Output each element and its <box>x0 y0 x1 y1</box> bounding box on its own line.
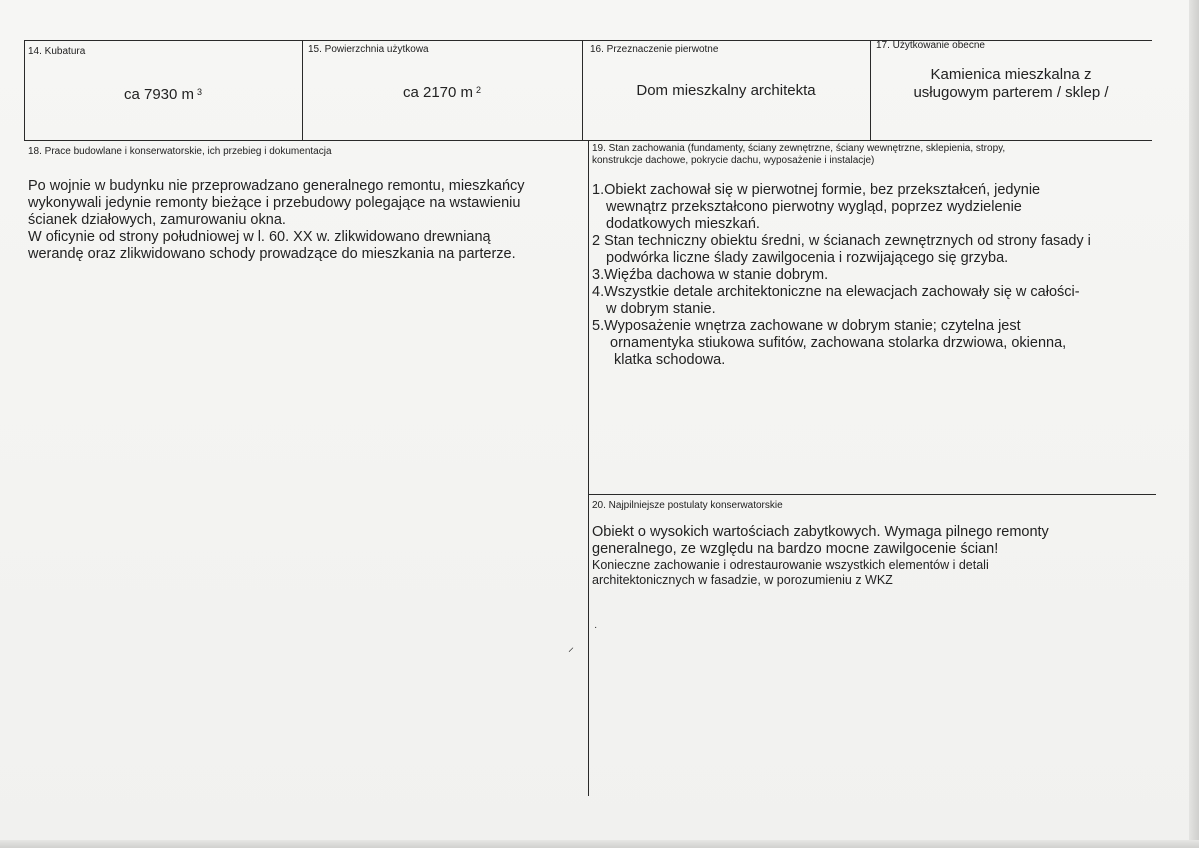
field-18-line: ścianek działowych, zamurowaniu okna. <box>28 212 286 228</box>
dot-mark: · <box>594 622 598 633</box>
field-18-line: wykonywali jedynie remonty bieżące i przebudowy polegające na wstawieniu <box>28 195 521 211</box>
condition-item <box>592 318 1152 369</box>
scan-edge-bottom <box>0 840 1199 848</box>
field-15-label: 15. Powierzchnia użytkowa <box>308 44 429 55</box>
field-17-value <box>870 66 1152 102</box>
scan-edge-right <box>1189 0 1199 848</box>
field-18-line: werandę oraz zlikwidowano schody prowadzące do mieszkania na parterze. <box>28 246 516 262</box>
field-20-line: Konieczne zachowanie i odrestaurowanie wszystkich elementów i detali <box>592 558 989 572</box>
condition-item-first: 4.Wszystkie detale architektoniczne na elewacjach zachowały się w całości- <box>592 284 1080 300</box>
field-20-line: generalnego, ze względu na bardzo mocne zawilgocenie ścian! <box>592 541 999 557</box>
field-18-label: 18. Prace budowlane i konserwatorskie, ich przebieg i dokumentacja <box>28 146 332 157</box>
condition-item-first: 1.Obiekt zachował się w pierwotnej formie, bez przekształceń, jedynie <box>592 182 1041 198</box>
field-19-label-line1: 19. Stan zachowania (fundamenty, ściany zewnętrzne, ściany wewnętrzne, sklepienia, stropy, <box>592 143 1006 154</box>
condition-item-cont: w dobrym stanie. <box>606 301 716 317</box>
condition-item <box>592 284 1152 318</box>
field-19-list <box>592 182 1152 369</box>
field-20-text <box>592 524 1152 588</box>
field-20-line: Obiekt o wysokich wartościach zabytkowych. Wymaga pilnego remonty <box>592 524 1049 540</box>
condition-item-cont: podwórka liczne ślady zawilgocenia i rozwijającego się grzyba. <box>606 250 1009 266</box>
condition-item-first: 3.Więźba dachowa w stanie dobrym. <box>592 267 829 283</box>
field-17-value-line2: usługowym parterem / sklep / <box>913 84 1109 101</box>
field-18-text <box>28 178 580 263</box>
condition-item-first: 2 Stan techniczny obiektu średni, w ścianach zewnętrznych od strony fasady i <box>592 233 1091 249</box>
field-17-label: 17. Użytkowanie obecne <box>876 40 985 51</box>
field-20-label: 20. Najpilniejsze postulaty konserwatorskie <box>592 500 783 511</box>
field-16-label: 16. Przeznaczenie pierwotne <box>590 44 719 55</box>
condition-item <box>592 267 1152 284</box>
condition-item-cont: klatka schodowa. <box>614 352 726 368</box>
field-18-line: W oficynie od strony południowej w l. 60. XX w. zlikwidowano drewnianą <box>28 229 491 245</box>
field-17-value-line1: Kamienica mieszkalna z <box>930 66 1092 83</box>
pen-mark: ⸝ <box>568 640 575 654</box>
field-16-value: Dom mieszkalny architekta <box>636 82 816 99</box>
condition-item-cont: ornamentyka stiukowa sufitów, zachowana stolarka drzwiowa, okienna, <box>610 335 1067 351</box>
condition-item-cont: dodatkowych mieszkań. <box>606 216 760 232</box>
field-19-label-line2: konstrukcje dachowe, pokrycie dachu, wyposażenie i instalacje) <box>592 155 875 166</box>
field-18-line: Po wojnie w budynku nie przeprowadzano generalnego remontu, mieszkańcy <box>28 178 525 194</box>
condition-item-cont: wewnątrz przekształcono pierwotny wygląd, poprzez wydzielenie <box>606 199 1022 215</box>
condition-item-first: 5.Wyposażenie wnętrza zachowane w dobrym stanie; czytelna jest <box>592 318 1021 334</box>
field-15-value: ca 2170 m $^2$ <box>402 84 482 101</box>
field-14-label: 14. Kubatura <box>28 46 86 57</box>
divider-18-19 <box>588 140 589 796</box>
section-20-rule <box>588 494 1156 495</box>
condition-item <box>592 182 1152 233</box>
field-14-value: ca 7930 m $^3$ <box>123 86 203 103</box>
field-20-line: architektonicznych w fasadzie, w porozumieniu z WKZ <box>592 573 893 587</box>
condition-item <box>592 233 1152 267</box>
